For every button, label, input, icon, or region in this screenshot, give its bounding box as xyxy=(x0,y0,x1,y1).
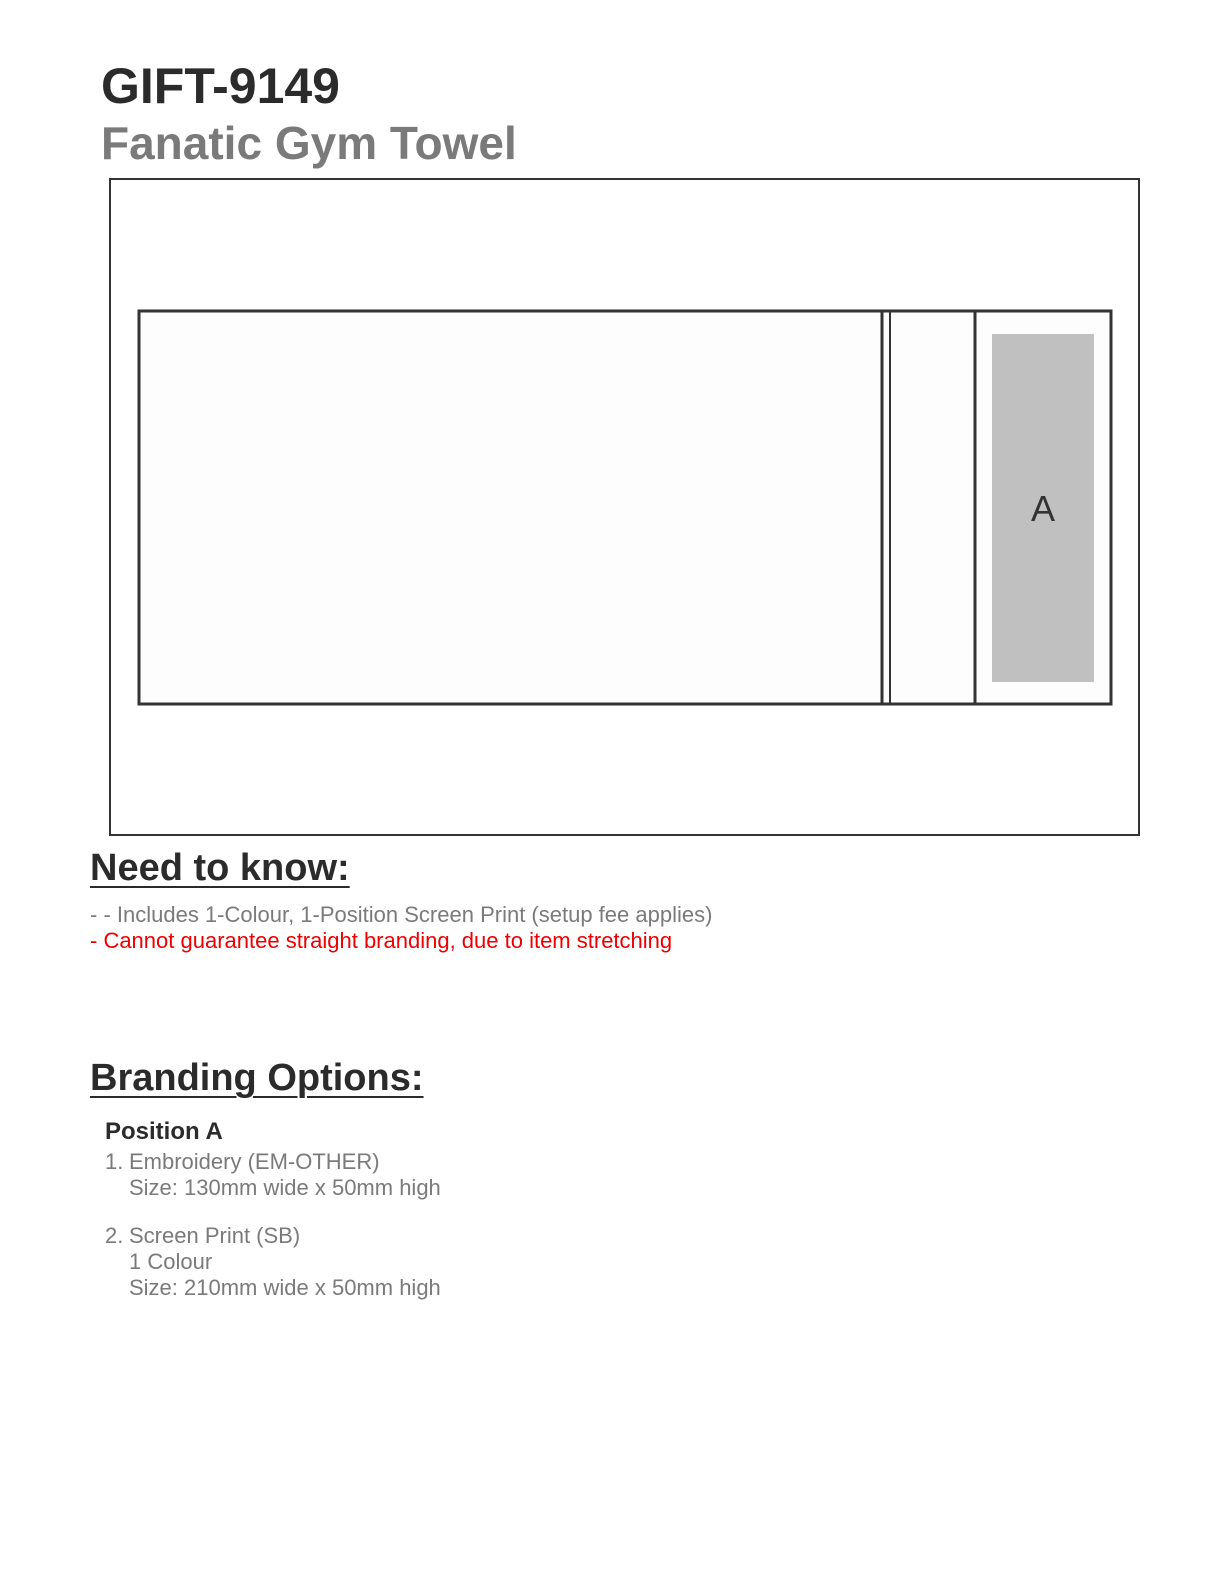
product-name: Fanatic Gym Towel xyxy=(101,117,517,169)
towel-outline xyxy=(139,311,1111,704)
branding-options-heading: Branding Options: xyxy=(90,1057,424,1099)
need-to-know-heading: Need to know: xyxy=(90,847,350,889)
print-area-label: A xyxy=(1030,488,1056,529)
note-screen-print: - - Includes 1-Colour, 1-Position Screen Print (setup fee applies) xyxy=(90,902,713,927)
towel-diagram xyxy=(111,180,1138,834)
option-number: 2. xyxy=(105,1223,124,1248)
option-colours: 1 Colour xyxy=(129,1249,213,1274)
option-size: Size: 210mm wide x 50mm high xyxy=(129,1275,441,1300)
note-warning-stretching: - Cannot guarantee straight branding, due to item stretching xyxy=(90,928,673,953)
position-a-title: Position A xyxy=(105,1118,223,1145)
branding-option-embroidery xyxy=(105,1149,441,1201)
branding-option-screen-print xyxy=(105,1223,441,1301)
option-method: Screen Print (SB) xyxy=(129,1223,301,1248)
option-number: 1. xyxy=(105,1149,124,1174)
option-size: Size: 130mm wide x 50mm high xyxy=(129,1175,441,1200)
option-method: Embroidery (EM-OTHER) xyxy=(129,1149,380,1174)
product-code: GIFT-9149 xyxy=(101,58,340,114)
product-diagram-frame xyxy=(109,178,1140,836)
